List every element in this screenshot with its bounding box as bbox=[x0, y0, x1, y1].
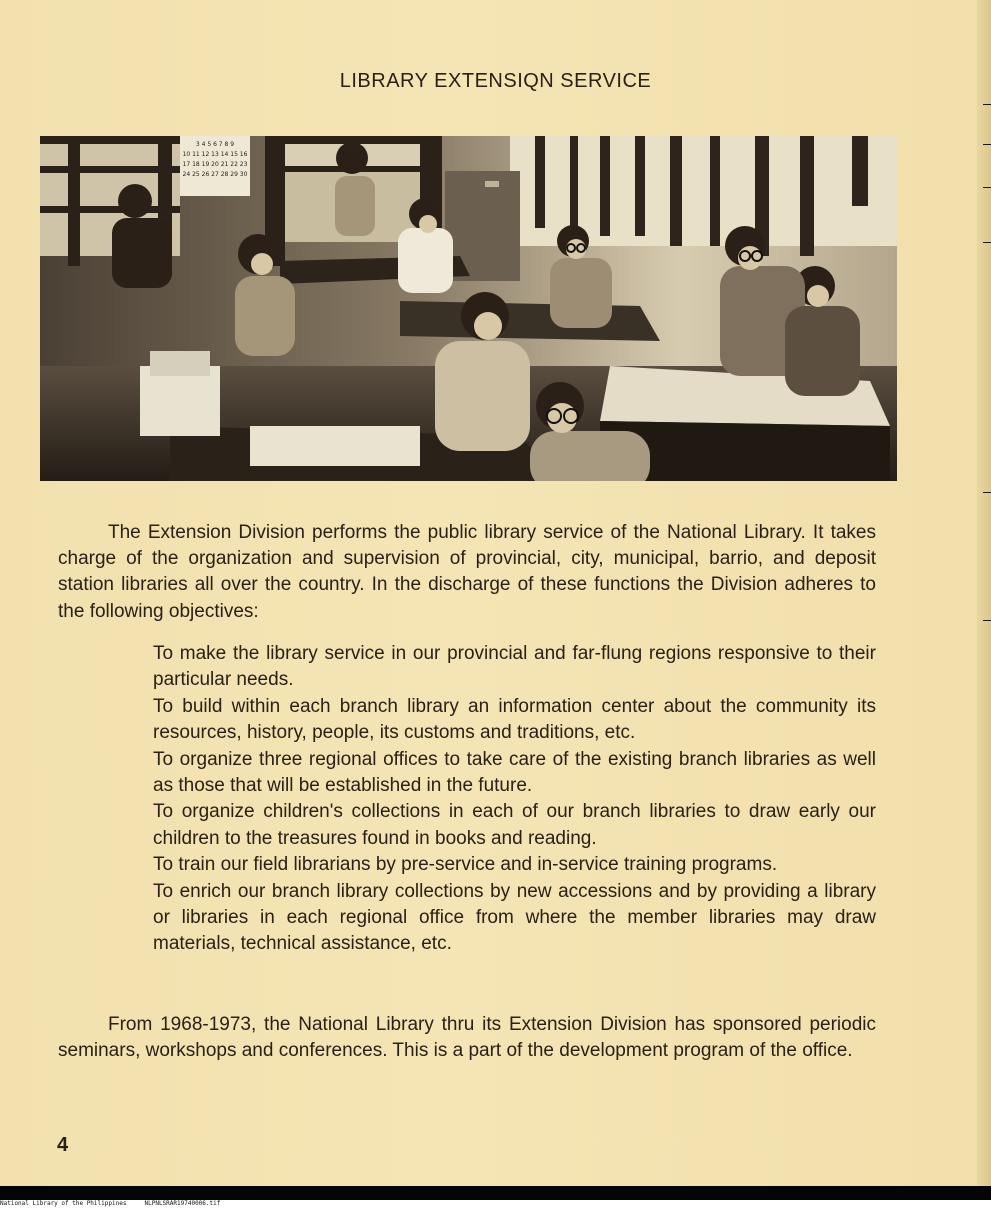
edge-tick bbox=[983, 242, 991, 243]
footer-source: National Library of the Philippines bbox=[0, 1200, 127, 1207]
calendar-row: 24 25 26 27 28 29 30 bbox=[182, 171, 248, 178]
calendar-row: 3 4 5 6 7 8 9 bbox=[195, 141, 235, 148]
edge-tick bbox=[983, 620, 991, 621]
edge-tick bbox=[983, 144, 991, 145]
scan-border bbox=[0, 1186, 991, 1200]
objective-item: To organize children's collections in each of our branch libraries to draw early our children to the treasures found in books and reading. bbox=[153, 801, 876, 849]
edge-tick bbox=[983, 492, 991, 493]
page-title: LIBRARY EXTENSIQN SERVICE bbox=[339, 70, 652, 92]
office-photo bbox=[40, 136, 897, 481]
objective-item: To make the library service in our provincial and far-flung regions responsive to their particular needs. bbox=[153, 643, 876, 691]
page-number: 4 bbox=[57, 1134, 69, 1156]
intro-paragraph: The Extension Division performs the public library service of the National Library. It takes charge of the organization and supervision of provincial, city, municipal, barrio, and deposit station libraries all over the country. In the discharge of these functions the Division adheres to the following objectives: bbox=[58, 522, 876, 622]
objective-item: To build within each branch library an information center about the community its resources, history, people, its customs and traditions, etc. bbox=[153, 695, 876, 744]
scan-footer bbox=[0, 1200, 991, 1208]
objectives-list bbox=[153, 641, 876, 958]
footer-file: NLPNLSRAR19740006.tif bbox=[144, 1200, 221, 1207]
closing-paragraph: From 1968-1973, the National Library thru its Extension Division has sponsored periodic seminars, workshops and conferences. This is a part of the development program of the office. bbox=[58, 1014, 876, 1062]
page-edge bbox=[977, 0, 991, 1186]
objective-item: To enrich our branch library collections by new accessions and by providing a library or libraries in each regional office from where the member libraries may draw materials, technical assistance, etc. bbox=[153, 880, 876, 955]
objective-item: To train our field librarians by pre-service and in-service training programs. bbox=[153, 854, 778, 876]
edge-tick bbox=[983, 104, 991, 105]
calendar-row: 10 11 12 13 14 15 16 bbox=[182, 151, 248, 158]
calendar-row: 17 18 19 20 21 22 23 bbox=[182, 161, 248, 168]
edge-tick bbox=[983, 187, 991, 188]
office-photo-drawing bbox=[40, 136, 897, 481]
objective-item: To organize three regional offices to take care of the existing branch libraries as well as those that will be established in the future. bbox=[153, 748, 876, 797]
